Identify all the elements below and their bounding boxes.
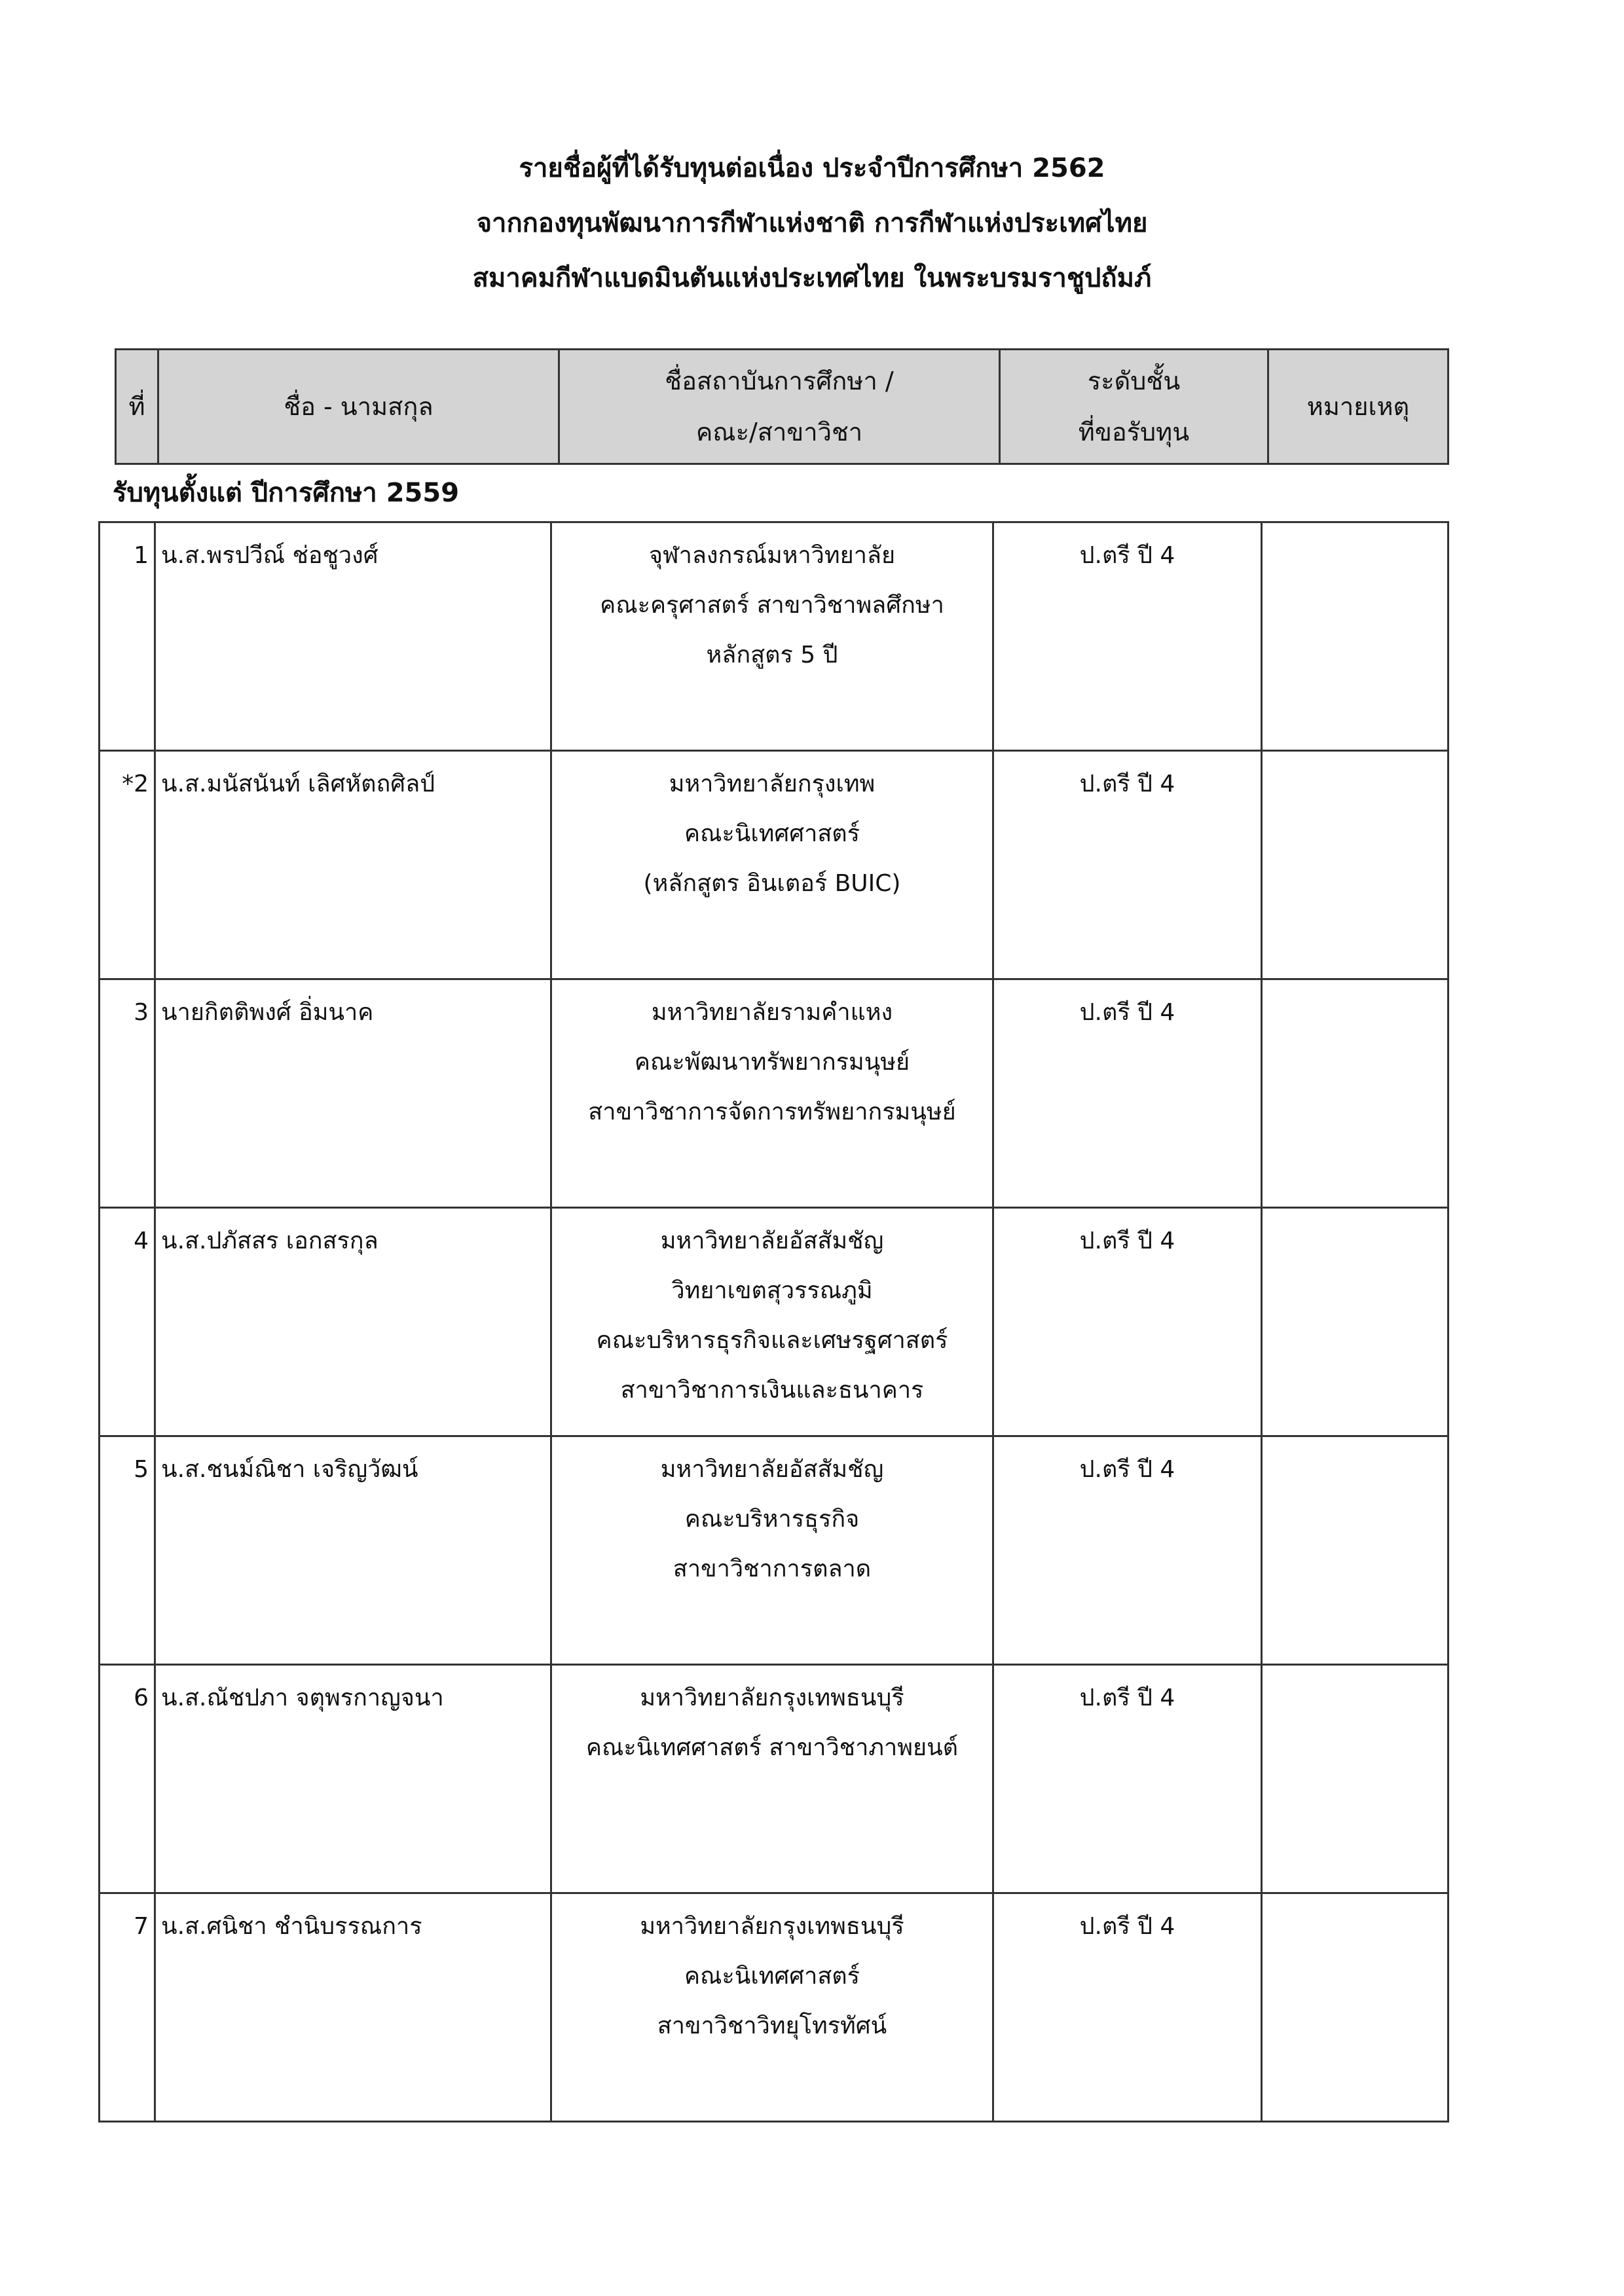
remark-cell bbox=[1262, 751, 1449, 979]
table-header bbox=[115, 348, 1449, 465]
institution-line: มหาวิทยาลัยอัสสัมชัญ bbox=[660, 1228, 884, 1254]
institution-cell bbox=[551, 751, 993, 979]
institution-line: มหาวิทยาลัยกรุงเทพธนบุรี bbox=[640, 1913, 904, 1940]
scholarship-table bbox=[98, 521, 1449, 2123]
title-line-2: จากกองทุนพัฒนาการกีฬาแห่งชาติ การกีฬาแห่งประเทศไทย bbox=[476, 208, 1148, 238]
row-number: 3 bbox=[100, 979, 155, 1208]
institution-line: สาขาวิชาการจัดการทรัพยากรมนุษย์ bbox=[588, 1099, 956, 1125]
institution-line: มหาวิทยาลัยรามคำแหง bbox=[651, 999, 893, 1026]
remark-cell bbox=[1262, 979, 1449, 1208]
institution-line: คณะบริหารธุรกิจและเศษรฐศาสตร์ bbox=[596, 1327, 948, 1354]
institution-cell bbox=[551, 1665, 993, 1893]
institution-line: มหาวิทยาลัยกรุงเทพ bbox=[669, 771, 876, 797]
student-name: น.ส.พรปวีณ์ ช่อชูวงศ์ bbox=[155, 522, 551, 751]
document-title bbox=[0, 141, 1624, 306]
table-row bbox=[100, 1893, 1449, 2122]
institution-cell bbox=[551, 979, 993, 1208]
institution-line: (หลักสูตร อินเตอร์ BUIC) bbox=[643, 870, 901, 897]
header-row bbox=[116, 350, 1449, 464]
institution-line: สาขาวิชาการเงินและธนาคาร bbox=[620, 1377, 924, 1404]
remark-cell bbox=[1262, 522, 1449, 751]
student-name: น.ส.ชนม์ณิชา เจริญวัฒน์ bbox=[155, 1436, 551, 1665]
institution-cell bbox=[551, 1208, 993, 1436]
table-row bbox=[100, 1665, 1449, 1893]
student-name: น.ส.ศนิชา ชำนิบรรณการ bbox=[155, 1893, 551, 2122]
institution-line: จุฬาลงกรณ์มหาวิทยาลัย bbox=[648, 542, 896, 569]
institution-line: คณะพัฒนาทรัพยากรมนุษย์ bbox=[634, 1049, 910, 1076]
header-level-line-2: ที่ขอรับทุน bbox=[1078, 418, 1190, 446]
header-institution-line-1: ชื่อสถาบันการศึกษา / bbox=[665, 367, 894, 395]
header-institution bbox=[559, 350, 1000, 464]
row-number: 7 bbox=[100, 1893, 155, 2122]
table-row bbox=[100, 1436, 1449, 1665]
institution-cell bbox=[551, 1893, 993, 2122]
level-cell: ป.ตรี ปี 4 bbox=[993, 1665, 1262, 1893]
institution-line: สาขาวิชาวิทยุโทรทัศน์ bbox=[657, 2013, 887, 2039]
remark-cell bbox=[1262, 1665, 1449, 1893]
header-no: ที่ bbox=[116, 350, 158, 464]
institution-line: วิทยาเขตสุวรรณภูมิ bbox=[671, 1277, 873, 1304]
level-cell: ป.ตรี ปี 4 bbox=[993, 751, 1262, 979]
institution-line: คณะนิเทศศาสตร์ bbox=[684, 820, 860, 847]
institution-line: คณะนิเทศศาสตร์ สาขาวิชาภาพยนต์ bbox=[585, 1734, 959, 1761]
row-number: 4 bbox=[100, 1208, 155, 1436]
institution-cell bbox=[551, 522, 993, 751]
level-cell: ป.ตรี ปี 4 bbox=[993, 1893, 1262, 2122]
institution-line: สาขาวิชาการตลาด bbox=[673, 1556, 872, 1582]
level-cell: ป.ตรี ปี 4 bbox=[993, 522, 1262, 751]
remark-cell bbox=[1262, 1893, 1449, 2122]
student-name: น.ส.มนัสนันท์ เลิศหัตถศิลป์ bbox=[155, 751, 551, 979]
institution-line: คณะนิเทศศาสตร์ bbox=[684, 1963, 860, 1990]
header-remark: หมายเหตุ bbox=[1268, 350, 1449, 464]
table-row bbox=[100, 751, 1449, 979]
remark-cell bbox=[1262, 1436, 1449, 1665]
student-name: น.ส.ปภัสสร เอกสรกุล bbox=[155, 1208, 551, 1436]
row-number: *2 bbox=[100, 751, 155, 979]
institution-cell bbox=[551, 1436, 993, 1665]
institution-line: คณะบริหารธุรกิจ bbox=[684, 1506, 860, 1533]
header-institution-line-2: คณะ/สาขาวิชา bbox=[695, 418, 863, 446]
table-row bbox=[100, 979, 1449, 1208]
header-level-line-1: ระดับชั้น bbox=[1087, 367, 1181, 395]
title-line-3: สมาคมกีฬาแบดมินตันแห่งประเทศไทย ในพระบรมราชูปถัมภ์ bbox=[472, 263, 1152, 293]
level-cell: ป.ตรี ปี 4 bbox=[993, 979, 1262, 1208]
institution-line: คณะครุศาสตร์ สาขาวิชาพลศึกษา bbox=[600, 592, 944, 619]
section-label: รับทุนตั้งแต่ ปีการศึกษา 2559 bbox=[113, 478, 460, 508]
row-number: 5 bbox=[100, 1436, 155, 1665]
remark-cell bbox=[1262, 1208, 1449, 1436]
student-name: น.ส.ณัชปภา จตุพรกาญจนา bbox=[155, 1665, 551, 1893]
header-level bbox=[1000, 350, 1268, 464]
level-cell: ป.ตรี ปี 4 bbox=[993, 1208, 1262, 1436]
row-number: 6 bbox=[100, 1665, 155, 1893]
institution-line: หลักสูตร 5 ปี bbox=[706, 642, 838, 668]
level-cell: ป.ตรี ปี 4 bbox=[993, 1436, 1262, 1665]
institution-line: มหาวิทยาลัยกรุงเทพธนบุรี bbox=[640, 1685, 904, 1711]
title-line-1: รายชื่อผู้ที่ได้รับทุนต่อเนื่อง ประจำปีการศึกษา 2562 bbox=[519, 153, 1105, 183]
table-row bbox=[100, 1208, 1449, 1436]
row-number: 1 bbox=[100, 522, 155, 751]
header-name: ชื่อ - นามสกุล bbox=[158, 350, 559, 464]
student-name: นายกิตติพงศ์ อิ่มนาค bbox=[155, 979, 551, 1208]
institution-line: มหาวิทยาลัยอัสสัมชัญ bbox=[660, 1456, 884, 1483]
table-row bbox=[100, 522, 1449, 751]
